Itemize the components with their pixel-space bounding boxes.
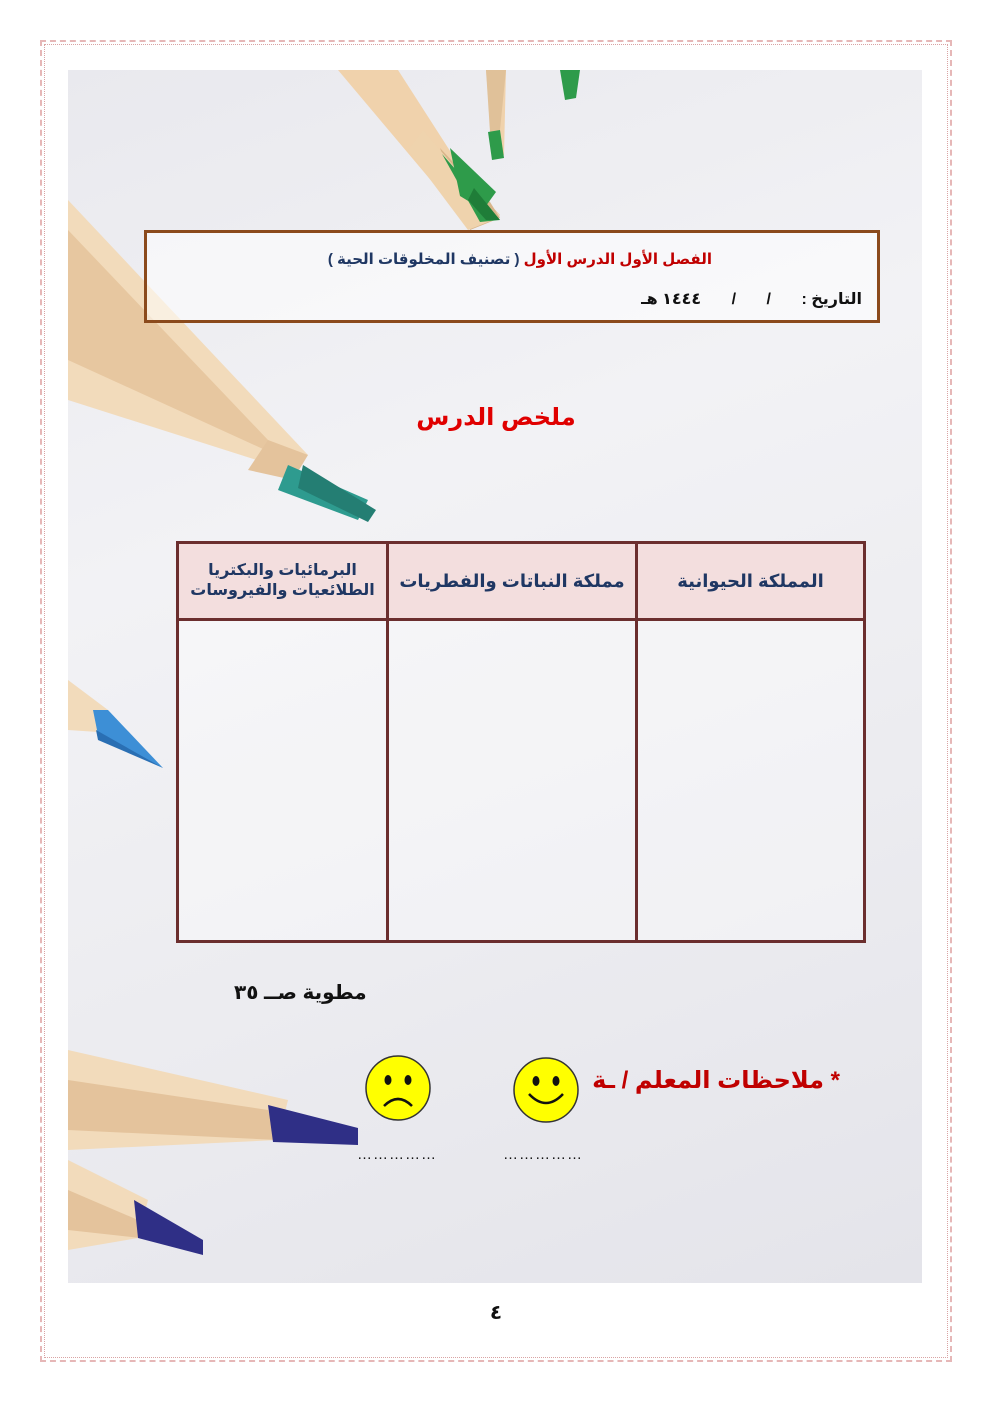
- lesson-summary-title: ملخص الدرس: [416, 404, 576, 431]
- table-header-animal-kingdom: [637, 543, 865, 620]
- sad-face-icon[interactable]: [362, 1052, 434, 1124]
- lesson-header-box: [144, 230, 880, 323]
- date-separator: /: [731, 291, 737, 308]
- table-cell-answer[interactable]: [178, 620, 388, 942]
- lesson-topic: ( تصنيف المخلوقات الحية ): [327, 251, 520, 268]
- table-header-plants-fungi: [388, 543, 637, 620]
- happy-face-dots: ……………: [503, 1146, 583, 1163]
- chapter-lesson-label: الفصل الأول الدرس الأول: [523, 251, 712, 268]
- happy-face-icon[interactable]: [510, 1054, 582, 1126]
- date-separator: /: [766, 291, 771, 308]
- table-cell-answer[interactable]: [637, 620, 865, 942]
- header-cell-text: المملكة الحيوانية: [677, 570, 824, 591]
- teacher-notes-label: * ملاحظات المعلم / ـة: [592, 1067, 840, 1094]
- sad-face-dots: ……………: [357, 1146, 437, 1163]
- header-cell-text: الطلائعيات والفيروسات: [190, 582, 375, 599]
- page-number: ٤: [489, 1302, 503, 1324]
- table-row: [178, 620, 865, 942]
- table-header-row: [178, 543, 865, 620]
- header-cell-text: مملكة النباتات والفطريات: [399, 570, 625, 591]
- lesson-heading: [328, 250, 712, 268]
- hijri-year: ١٤٤٤ هـ: [641, 291, 702, 308]
- header-cell-text: البرمائيات والبكتريا: [208, 562, 357, 579]
- date-label: التاريخ :: [801, 291, 862, 308]
- table-header-amphibians-bacteria: [178, 543, 388, 620]
- foldable-page-reference: مطوية صــ ٣٥: [234, 982, 367, 1004]
- kingdoms-summary-table: [176, 541, 866, 943]
- table-cell-answer[interactable]: [388, 620, 637, 942]
- date-line: [615, 289, 862, 309]
